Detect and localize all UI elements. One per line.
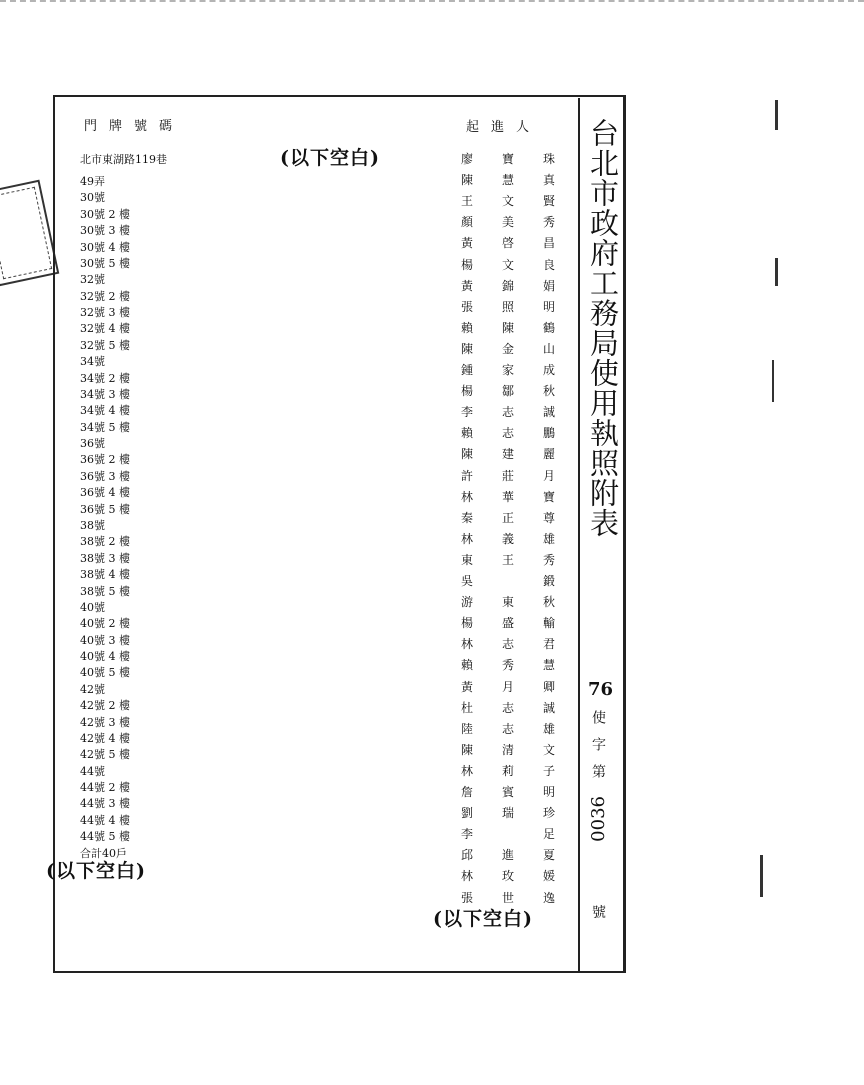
mover-name-char: 卿 <box>542 679 555 694</box>
mover-name-char: 東 <box>461 552 474 567</box>
mover-row <box>461 381 555 402</box>
mover-name-char: 王 <box>501 552 514 567</box>
mover-name-char: 莉 <box>501 763 514 778</box>
mover-name-char: 黃 <box>461 679 474 694</box>
mover-name-char: 足 <box>542 827 555 842</box>
mover-name-char: 志 <box>501 637 514 652</box>
mover-name-char: 正 <box>501 510 514 525</box>
scan-edge-noise <box>0 0 864 8</box>
mover-name-char: 楊 <box>461 257 474 272</box>
mover-name-char: 楊 <box>461 384 474 399</box>
mover-name-char: 盛 <box>501 616 514 631</box>
mover-row <box>461 423 555 444</box>
mover-row <box>461 297 555 318</box>
address-row: 38號 5 樓 <box>80 584 130 598</box>
mover-row <box>461 466 555 487</box>
address-row: 36號 <box>80 437 105 451</box>
mover-name-char: 陳 <box>461 742 474 757</box>
mover-name-char: 賢 <box>542 194 555 209</box>
mover-name-char: 鍾 <box>461 363 474 377</box>
address-row: 42號 3 樓 <box>80 715 130 729</box>
scan-mark <box>772 360 774 402</box>
mover-name-char: 昌 <box>542 236 555 251</box>
mover-name-char: 誠 <box>542 405 555 420</box>
address-row: 42號 5 樓 <box>80 748 130 762</box>
mover-name-char: 寶 <box>542 489 555 504</box>
address-row: 合計40戶 <box>80 846 127 860</box>
mover-name-char: 慧 <box>542 658 555 673</box>
mover-name-char: 瑞 <box>501 806 514 821</box>
mover-name-char: 杜 <box>461 700 474 715</box>
address-row: 32號 <box>80 273 105 287</box>
address-row: 40號 <box>80 600 105 614</box>
mover-name-char: 顏 <box>461 215 474 230</box>
mover-row <box>461 655 555 676</box>
address-row: 38號 2 樓 <box>80 535 130 549</box>
mover-name-char: 陳 <box>461 447 474 462</box>
mover-name-char: 寶 <box>501 152 514 166</box>
mover-name-char: 錦 <box>501 278 514 293</box>
address-row: 38號 3 樓 <box>80 551 130 565</box>
mover-name-char: 夏 <box>542 848 555 863</box>
mover-name-char: 文 <box>501 194 514 209</box>
address-row: 38號 4 樓 <box>80 568 130 582</box>
mover-name-char: 志 <box>501 721 514 736</box>
address-row: 36號 4 樓 <box>80 486 130 500</box>
address-row: 32號 5 樓 <box>80 338 130 352</box>
address-row: 40號 5 樓 <box>80 666 130 680</box>
mover-row <box>461 529 555 550</box>
mover-row <box>461 318 555 339</box>
mover-name-char: 秀 <box>542 552 555 567</box>
mover-name-char: 吳 <box>461 574 474 588</box>
mover-row <box>461 149 555 170</box>
address-row: 44號 5 樓 <box>80 830 130 844</box>
mover-name-char: 明 <box>542 299 555 314</box>
mover-row <box>461 782 555 803</box>
address-row: 40號 3 樓 <box>80 633 130 647</box>
mover-row <box>461 677 555 698</box>
mover-name-char: 東 <box>501 595 514 610</box>
mover-name-char: 林 <box>461 531 474 546</box>
mover-name-char: 逸 <box>542 890 555 905</box>
mover-row <box>461 550 555 571</box>
mover-name-char: 王 <box>461 194 474 209</box>
address-row: 32號 2 樓 <box>80 289 130 303</box>
mover-name-char: 賴 <box>461 426 474 441</box>
blank-marker-bottom: (以下空白) <box>433 908 533 930</box>
mover-name-char: 慧 <box>501 173 514 188</box>
mover-name-char: 志 <box>501 700 514 715</box>
mover-name-char: 楊 <box>461 616 474 631</box>
mover-name-char: 照 <box>501 299 514 314</box>
mover-name-char: 清 <box>501 742 514 757</box>
address-row: 34號 3 樓 <box>80 387 130 401</box>
mover-row <box>461 719 555 740</box>
address-row: 44號 4 樓 <box>80 813 130 827</box>
address-row: 44號 3 樓 <box>80 797 130 811</box>
mover-name-char: 黃 <box>461 236 474 251</box>
address-row: 34號 5 樓 <box>80 420 130 434</box>
mover-row <box>461 803 555 824</box>
mover-name-char: 月 <box>501 679 514 694</box>
mover-name-char: 雄 <box>542 721 555 736</box>
mover-name-char: 秀 <box>542 215 555 230</box>
mover-row <box>461 592 555 613</box>
license-char: 使字第 <box>590 710 606 791</box>
mover-name-char: 鍛 <box>542 574 555 588</box>
address-row: 40號 4 樓 <box>80 650 130 664</box>
mover-name-char: 黃 <box>461 278 474 293</box>
mover-name-char: 邱 <box>461 848 474 863</box>
mover-row <box>461 402 555 423</box>
mover-name-char: 輸 <box>542 616 555 631</box>
scan-mark <box>775 100 778 130</box>
mover-name-char: 秋 <box>542 384 555 399</box>
mover-row <box>461 613 555 634</box>
mover-row <box>461 634 555 655</box>
mover-name-char: 尊 <box>542 510 555 525</box>
mover-name-char: 建 <box>501 447 514 462</box>
scan-mark <box>775 258 778 286</box>
mover-name-char: 志 <box>501 405 514 420</box>
address-row: 42號 <box>80 682 105 696</box>
mover-name-char: 秀 <box>501 658 514 673</box>
mover-name-char: 陳 <box>501 320 514 335</box>
mover-name-char: 金 <box>501 341 514 356</box>
mover-name-char: 廖 <box>461 152 474 166</box>
mover-name-char: 秋 <box>542 595 555 610</box>
mover-name-char: 世 <box>501 890 514 905</box>
address-row: 30號 4 樓 <box>80 240 130 254</box>
mover-row <box>461 866 555 887</box>
mover-name-char: 陸 <box>461 721 474 736</box>
address-row: 32號 4 樓 <box>80 322 130 336</box>
mover-name-char: 啓 <box>501 236 514 251</box>
mover-name-char: 美 <box>501 215 514 230</box>
mover-name-char: 進 <box>501 848 514 863</box>
mover-row <box>461 233 555 254</box>
mover-name-char: 林 <box>461 763 474 778</box>
mover-name-char: 鵬 <box>542 426 555 441</box>
address-row: 49弄 <box>80 175 105 188</box>
mover-name-char: 家 <box>501 363 514 377</box>
form-title: 台北市政府工務局使用執照附表 <box>586 118 620 538</box>
mover-name-char: 子 <box>542 763 555 778</box>
mover-row <box>461 845 555 866</box>
mover-name-char: 月 <box>542 468 555 483</box>
mover-row <box>461 824 555 845</box>
mover-name-char: 珠 <box>542 152 555 166</box>
address-row: 30號 <box>80 191 105 205</box>
mover-name-char: 珍 <box>542 806 555 821</box>
address-row: 44號 <box>80 764 105 778</box>
mover-row <box>461 191 555 212</box>
mover-name-char: 良 <box>542 257 555 272</box>
mover-name-char: 媛 <box>542 869 555 884</box>
mover-name-char: 張 <box>461 890 474 905</box>
mover-name-char: 林 <box>461 869 474 884</box>
mover-name-char: 誠 <box>542 700 555 715</box>
mover-name-char: 莊 <box>501 468 514 483</box>
mover-name-char: 山 <box>542 341 555 356</box>
mover-row <box>461 444 555 465</box>
address-row: 30號 2 樓 <box>80 207 130 221</box>
address-row: 42號 4 樓 <box>80 731 130 745</box>
mover-row <box>461 698 555 719</box>
mover-row <box>461 740 555 761</box>
mover-name-char: 鶴 <box>542 320 555 335</box>
mover-name-char: 許 <box>461 468 474 483</box>
mover-name-char: 文 <box>542 742 555 757</box>
blank-marker-top: (以下空白) <box>280 147 380 169</box>
mover-name-char: 陳 <box>461 341 474 356</box>
mover-header: 起進人 <box>466 120 542 135</box>
address-row: 36號 5 樓 <box>80 502 130 516</box>
mover-name-char: 玫 <box>501 869 514 884</box>
mover-name-char: 李 <box>461 827 474 842</box>
mover-name-char: 真 <box>542 173 555 188</box>
mover-name-char: 賴 <box>461 658 474 673</box>
mover-row <box>461 508 555 529</box>
address-row: 36號 2 樓 <box>80 453 130 467</box>
mover-name-char: 娟 <box>542 278 555 293</box>
license-number: 76 <box>588 679 614 700</box>
address-street: 北市東湖路119巷 <box>80 153 167 166</box>
address-header: 門牌號碼 <box>84 119 185 134</box>
mover-name-char: 麗 <box>542 447 555 462</box>
address-row: 38號 <box>80 518 105 532</box>
mover-row <box>461 761 555 782</box>
mover-row <box>461 212 555 233</box>
mover-row <box>461 571 555 592</box>
license-suffix: 號 <box>592 905 606 921</box>
address-row: 30號 3 樓 <box>80 224 130 238</box>
seal-stamp <box>0 180 59 287</box>
address-row: 36號 3 樓 <box>80 469 130 483</box>
mover-row <box>461 360 555 381</box>
mover-name-char: 李 <box>461 405 474 420</box>
address-row: 42號 2 樓 <box>80 699 130 713</box>
mover-name-char: 君 <box>542 637 555 652</box>
mover-name-char: 張 <box>461 299 474 314</box>
mover-row <box>461 255 555 276</box>
mover-row <box>461 487 555 508</box>
mover-name-char: 義 <box>501 531 514 546</box>
mover-name-char: 鄒 <box>501 384 514 399</box>
mover-name-char: 華 <box>501 489 514 504</box>
address-row: 34號 2 樓 <box>80 371 130 385</box>
mover-name-char: 賓 <box>501 785 514 799</box>
address-row: 44號 2 樓 <box>80 781 130 795</box>
mover-name-char: 劉 <box>461 806 474 821</box>
mover-row <box>461 170 555 191</box>
mover-name-char: 賴 <box>461 320 474 335</box>
mover-name-char: 陳 <box>461 173 474 188</box>
mover-name-char: 林 <box>461 489 474 504</box>
address-row: 32號 3 樓 <box>80 306 130 320</box>
mover-row <box>461 339 555 360</box>
blank-marker-left: (以下空白) <box>46 860 146 882</box>
mover-row <box>461 276 555 297</box>
address-row: 30號 5 樓 <box>80 256 130 270</box>
address-row: 34號 <box>80 355 105 369</box>
mover-name-char: 雄 <box>542 531 555 546</box>
license-serial: 0036 <box>588 796 609 842</box>
mover-name-char: 秦 <box>461 510 474 525</box>
mover-name-char: 文 <box>501 257 514 272</box>
address-row: 34號 4 樓 <box>80 404 130 418</box>
mover-name-char: 詹 <box>461 785 474 799</box>
title-divider <box>578 98 580 972</box>
mover-name-char: 成 <box>542 363 555 377</box>
mover-name-char: 明 <box>542 785 555 799</box>
mover-name-char: 志 <box>501 426 514 441</box>
scan-mark <box>760 855 763 897</box>
address-row: 40號 2 樓 <box>80 617 130 631</box>
mover-name-char: 游 <box>461 595 474 610</box>
mover-name-char: 林 <box>461 637 474 652</box>
